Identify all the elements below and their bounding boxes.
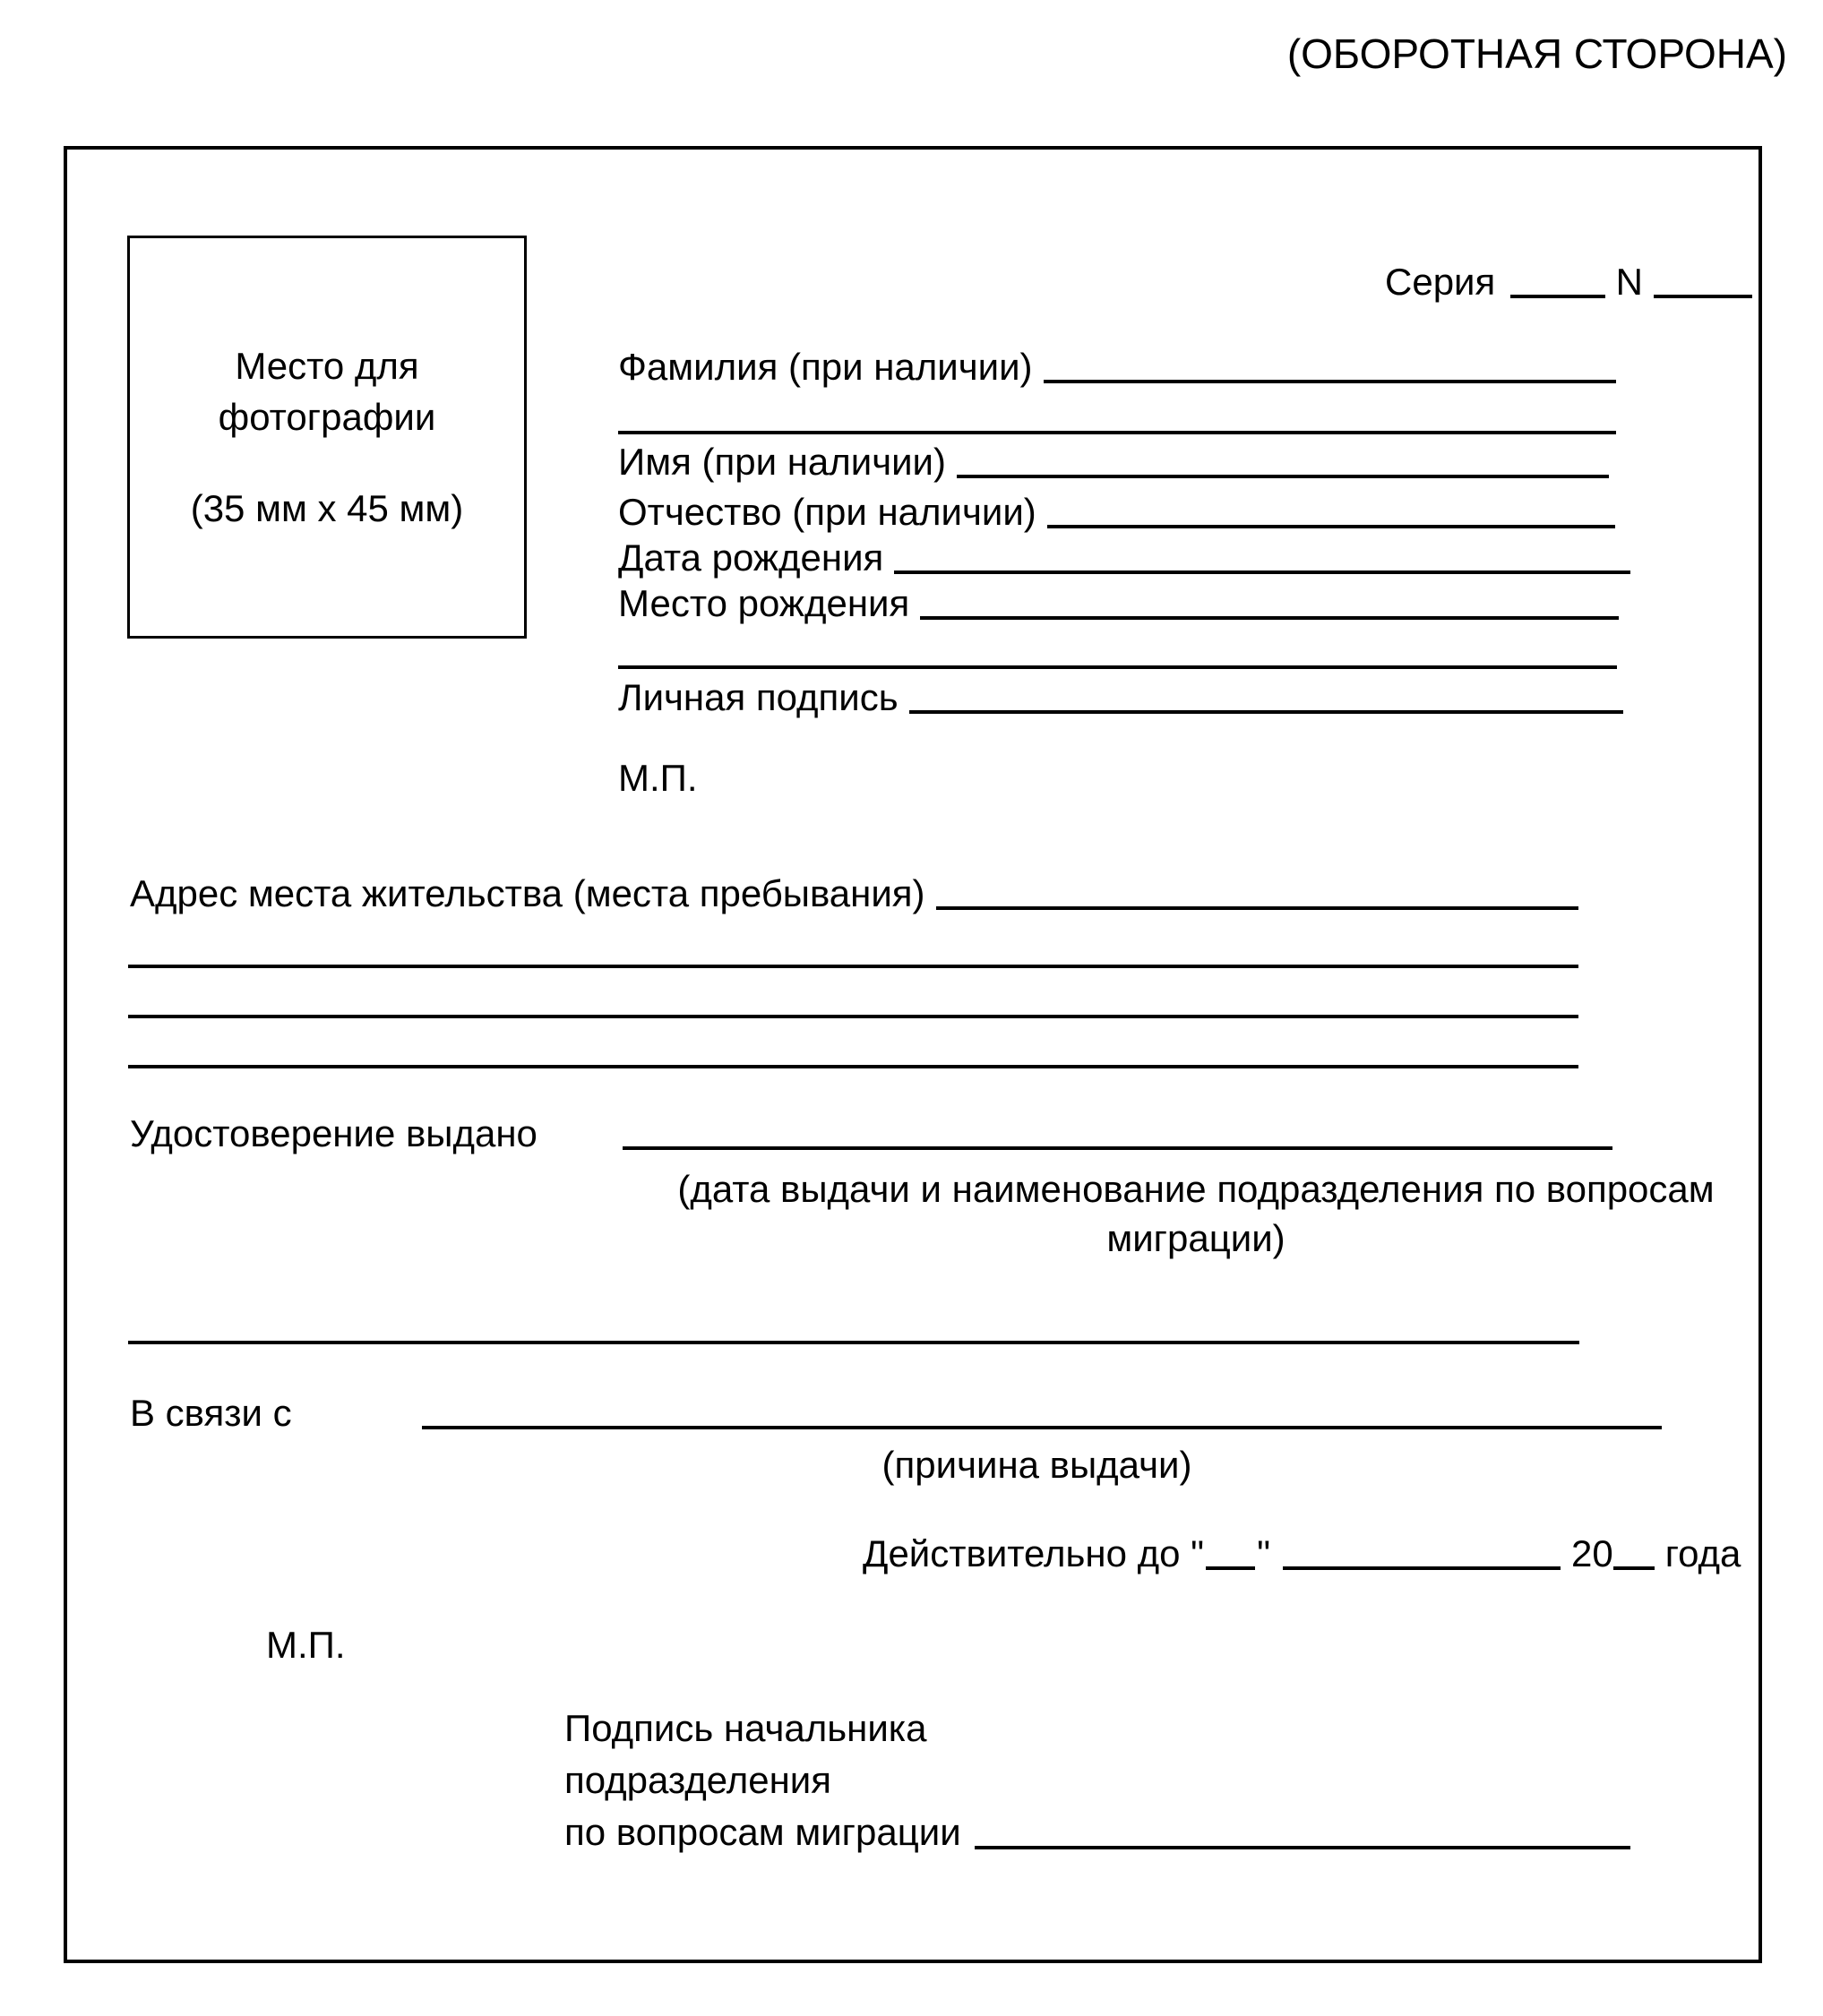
address-line-4 [128,1065,1578,1068]
valid-until-month-blank [1283,1566,1561,1570]
name-row [618,441,1609,484]
reason-row [130,1392,1662,1435]
patronymic-row [618,491,1615,534]
address-line-3 [128,1015,1578,1018]
valid-until-suffix: года [1664,1532,1741,1574]
birth-place-blank [920,616,1619,620]
signature-blank [975,1846,1630,1849]
series-row [1385,261,1752,304]
patronymic-label: Отчество (при наличии) [618,491,1036,533]
stamp-place-top: М.П. [618,757,698,799]
birth-place-label: Место рождения [618,582,910,624]
valid-until-year-blank [1613,1566,1655,1570]
signature-block [564,1703,1630,1858]
address-row [130,872,1578,915]
middle-line [128,1341,1579,1344]
personal-signature-blank [909,710,1623,714]
series-label: Серия [1385,261,1496,303]
personal-signature-row [618,676,1623,719]
signature-label-line1: Подпись начальника [564,1707,927,1749]
valid-until-close-quote: " [1257,1532,1270,1574]
reason-label: В связи с [130,1392,292,1434]
signature-row [564,1806,1630,1858]
issued-caption-line1: (дата выдачи и наименование подразделения по вопросам [677,1168,1715,1210]
series-number-label: N [1615,261,1643,303]
name-blank [957,475,1609,478]
photo-placeholder [127,236,527,639]
birth-place-continuation-line [618,665,1617,669]
valid-until-day-blank [1206,1566,1255,1570]
surname-row [618,346,1616,389]
valid-until-row [863,1532,1750,1575]
issued-label: Удостоверение выдано [130,1112,537,1154]
birth-place-row [618,582,1619,625]
surname-label: Фамилия (при наличии) [618,346,1033,388]
birth-date-blank [894,570,1630,574]
photo-placeholder-text-line2: фотографии [218,396,436,438]
page-title: (ОБОРОТНАЯ СТОРОНА) [1286,30,1787,77]
birth-date-label: Дата рождения [618,536,884,579]
surname-blank [1044,380,1616,383]
name-label: Имя (при наличии) [618,441,947,483]
valid-until-prefix: Действительно до " [863,1532,1205,1574]
issued-blank [623,1146,1612,1150]
birth-date-row [618,536,1630,579]
signature-label-line2: подразделения [564,1759,831,1801]
photo-size-note: (35 мм x 45 мм) [190,487,464,529]
patronymic-blank [1047,525,1615,528]
series-number-blank [1654,295,1752,298]
valid-until-century: 20 [1570,1532,1613,1574]
address-label: Адрес места жительства (места пребывания) [130,872,925,914]
reason-caption: (причина выдачи) [881,1444,1192,1486]
photo-placeholder-text-line1: Место для [235,345,419,387]
address-line-2 [128,965,1578,968]
issued-row [130,1112,1612,1155]
issued-caption [636,1164,1756,1263]
signature-label-line3: по вопросам миграции [564,1811,961,1853]
series-blank [1510,295,1604,298]
stamp-place-bottom: М.П. [266,1624,346,1666]
personal-signature-label: Личная подпись [618,676,899,718]
address-blank [936,906,1578,910]
reason-blank [422,1426,1662,1429]
issued-caption-line2: миграции) [1106,1217,1286,1259]
surname-continuation-line [618,431,1616,434]
